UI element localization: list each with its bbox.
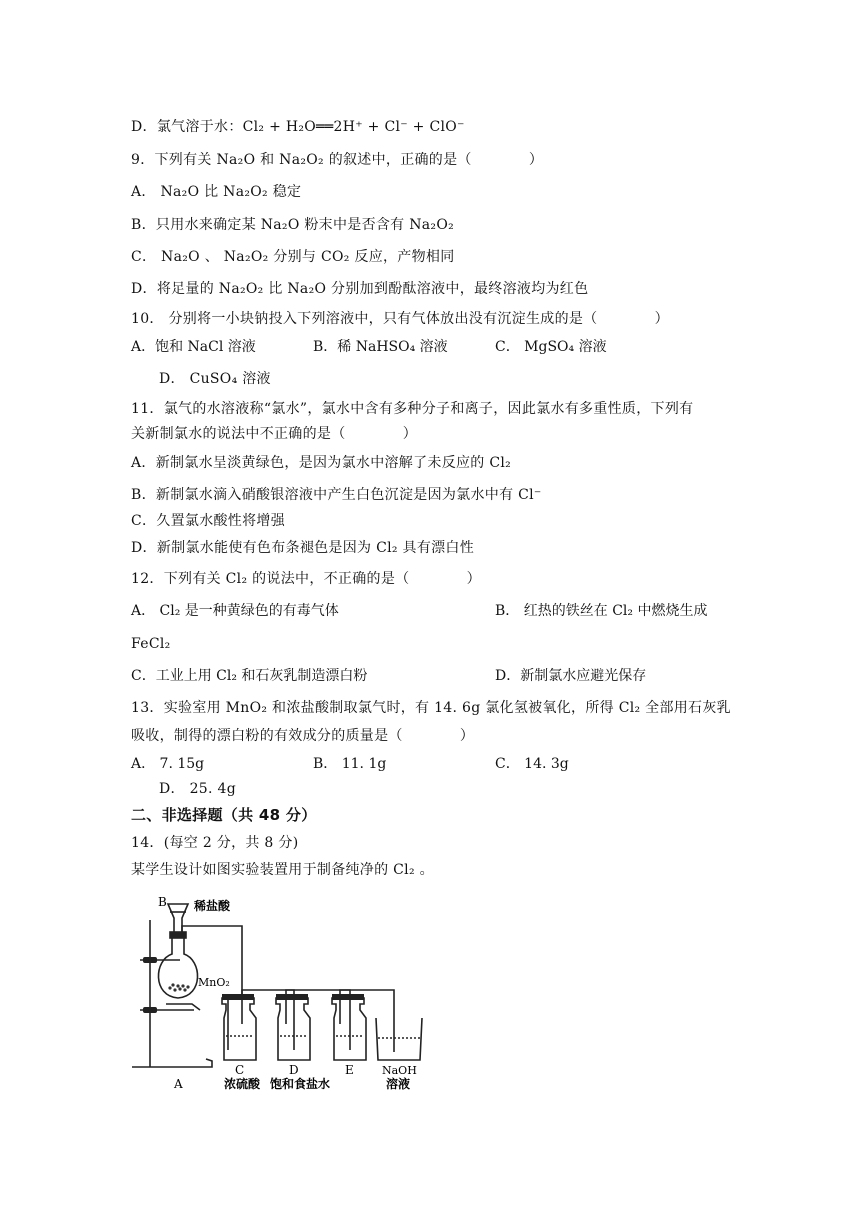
q11-stem-line1: 11．氯气的水溶液称“氯水”，氯水中含有多种分子和离子，因此氯水有多重性质，下列有 [131,401,694,417]
q9-option-b: B．只用水来确定某 Na₂O 粉末中是否含有 Na₂O₂ [131,217,455,233]
label-solution: 溶液 [386,1077,411,1091]
label-e: E [345,1063,354,1077]
round-bottom-flask [158,936,197,998]
q12-option-c: C．工业上用 Cl₂ 和石灰乳制造漂白粉 [131,668,368,684]
label-saturated-brine: 饱和食盐水 [270,1077,331,1091]
q11-stem-line2: 关新制氯水的说法中不正确的是（ ） [131,426,417,442]
q14-score: 14．(每空 2 分，共 8 分) [131,835,299,851]
label-b: B [158,895,167,909]
bottle-c [222,998,256,1060]
q9-option-d: D．将足量的 Na₂O₂ 比 Na₂O 分别加到酚酞溶液中，最终溶液均为红色 [131,281,589,297]
q10-option-a: A．饱和 NaCl 溶液 [131,339,256,355]
q12-option-b-cont: FeCl₂ [131,636,171,652]
q9-stem: 9．下列有关 Na₂O 和 Na₂O₂ 的叙述中，正确的是（ ） [131,152,544,168]
apparatus-figure [130,892,430,1102]
q10-stem: 10． 分别将一小块钠投入下列溶液中，只有气体放出没有沉淀生成的是（ ） [131,311,669,327]
q14-stem: 某学生设计如图实验装置用于制备纯净的 Cl₂ 。 [131,862,434,878]
label-mno2: MnO₂ [198,976,230,989]
beaker [376,1018,422,1060]
section-heading: 二、非选择题（共 48 分） [131,806,317,824]
q10-option-d: D． CuSO₄ 溶液 [159,371,271,387]
q13-stem-line2: 吸收，制得的漂白粉的有效成分的质量是（ ） [131,728,475,744]
q12-option-d: D．新制氯水应避光保存 [495,668,647,684]
q13-option-b: B． 11. 1g [313,756,387,772]
q10-option-c: C． MgSO₄ 溶液 [495,339,607,355]
q9-option-a: A． Na₂O 比 Na₂O₂ 稳定 [131,184,302,200]
q11-option-d: D．新制氯水能使有色布条褪色是因为 Cl₂ 具有漂白性 [131,540,475,556]
q13-option-d: D． 25. 4g [159,781,236,797]
bottle-e [332,998,366,1060]
stand-base [132,1059,212,1067]
q12-option-a: A． Cl₂ 是一种黄绿色的有毒气体 [131,603,339,619]
label-naoh: NaOH [382,1064,417,1077]
label-conc-h2so4: 浓硫酸 [224,1077,261,1091]
q12-option-b: B． 红热的铁丝在 Cl₂ 中燃烧生成 [495,603,708,619]
q11-option-b: B．新制氯水滴入硝酸银溶液中产生白色沉淀是因为氯水中有 Cl⁻ [131,487,542,503]
label-d: D [289,1063,299,1077]
q10-option-b: B．稀 NaHSO₄ 溶液 [313,339,448,355]
q12-stem: 12．下列有关 Cl₂ 的说法中，不正确的是（ ） [131,571,481,587]
q13-option-a: A． 7. 15g [131,756,205,772]
label-dilute-hcl: 稀盐酸 [194,899,231,913]
label-a: A [174,1077,183,1091]
q9-option-c: C． Na₂O 、 Na₂O₂ 分别与 CO₂ 反应，产物相同 [131,249,455,265]
q11-option-c: C．久置氯水酸性将增强 [131,513,286,529]
burner [166,1004,200,1010]
q13-option-c: C． 14. 3g [495,756,569,772]
bottle-d [276,998,310,1060]
q8-option-d: D．氯气溶于水：Cl₂ + H₂O══2H⁺ + Cl⁻ + ClO⁻ [131,119,465,135]
q13-stem-line1: 13．实验室用 MnO₂ 和浓盐酸制取氯气时，有 14. 6g 氯化氢被氧化，所得 Cl₂ 全部用石灰乳 [131,700,731,716]
q11-option-a: A．新制氯水呈淡黄绿色，是因为氯水中溶解了未反应的 Cl₂ [131,455,512,471]
label-c: C [235,1063,245,1077]
